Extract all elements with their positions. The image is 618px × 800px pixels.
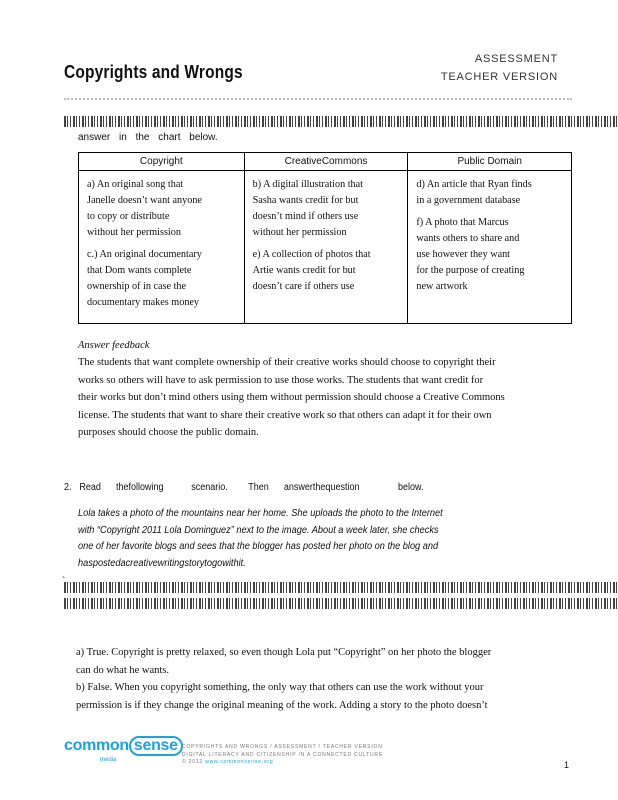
cell-creative-commons [244, 171, 408, 324]
option-f: f) A photo that Marcus wants others to share and use however they want for the purpose of creating new artwork [416, 217, 525, 292]
answer-feedback-text: The students that want complete ownership of their creative works should choose to copyright their works so others will have to ask permission to use those works. The students that want credit for their works but don’t mind others using them without permission should choose a Creative Commons license. The students that want to share their creative work so that others can adapt it for their own purposes should choose the public domain. [78, 357, 505, 438]
column-header-copyright: Copyright [79, 153, 245, 171]
q2-question-garbled-line-1 [64, 582, 618, 593]
option-a: a) An original song that Janelle doesn’t want anyone to copy or distribute without her permission [87, 179, 202, 238]
assessment-label [441, 50, 558, 86]
option-d: d) An article that Ryan finds in a government database [416, 179, 532, 206]
footer-text: COPYRIGHTS AND WRONGS / ASSESSMENT / TEACHER VERSION DIGITAL LITERACY AND CITIZENSHIP IN A CONNECTED CULTURE © 2012 www.commonsense.org [182, 744, 383, 765]
header-divider [64, 98, 572, 100]
q2-question-garbled-line-2 [64, 598, 618, 609]
cell-public-domain [408, 171, 572, 324]
teacher-version-line: TEACHER VERSION [440, 71, 558, 83]
logo-media-text: media [100, 757, 117, 763]
page-title: Copyrights and Wrongs [64, 62, 243, 82]
column-header-public-domain: Public Domain [408, 153, 572, 171]
common-sense-logo: common sense [64, 736, 183, 756]
stray-mark: ` [62, 576, 66, 587]
q2-scenario: Lola takes a photo of the mountains near her home. She uploads the photo to the Internet with “Copyright 2011 Lola Dominguez” next to the image. About a week later, she checks one of her favorite blogs and sees that the blogger has posted her photo on the blog and haspostedacreativewritingstorytogowithit. [78, 508, 443, 569]
q1-instruction-garbled [64, 116, 618, 127]
option-e: e) A collection of photos that Artie wants credit for but doesn’t care if others use [252, 249, 371, 292]
answer-chart [78, 152, 572, 324]
page-number: 1 [564, 760, 570, 770]
q2-option-a: a) True. Copyright is pretty relaxed, so even though Lola put “Copyright” on her photo the blogger can do what he wants. [76, 647, 492, 676]
option-b: b) A digital illustration that Sasha wants credit for but doesn’t mind if others use without her permission [252, 179, 363, 238]
column-header-creative-commons: CreativeCommons [244, 153, 408, 171]
footer-website-link[interactable]: www.commonsense.org [205, 759, 274, 765]
q2-heading: 2. Read thefollowing scenario. Then answerthequestion below. [64, 482, 424, 493]
q1-instruction-tail: answer in the chart below. [78, 132, 218, 143]
q2-option-b: b) False. When you copyright something, the only way that others can use the work without your permission is if they change the original meaning of the work. Adding a story to the photo doesn’t [76, 682, 488, 711]
option-c: c.) An original documentary that Dom wants complete ownership of in case the documentary makes money [87, 249, 202, 308]
answer-feedback-label: Answer feedback [78, 340, 150, 351]
q2-number: 2. [64, 482, 72, 493]
assessment-line: ASSESSMENT [474, 53, 558, 65]
cell-copyright [79, 171, 245, 324]
q2-answer-options [76, 644, 556, 714]
